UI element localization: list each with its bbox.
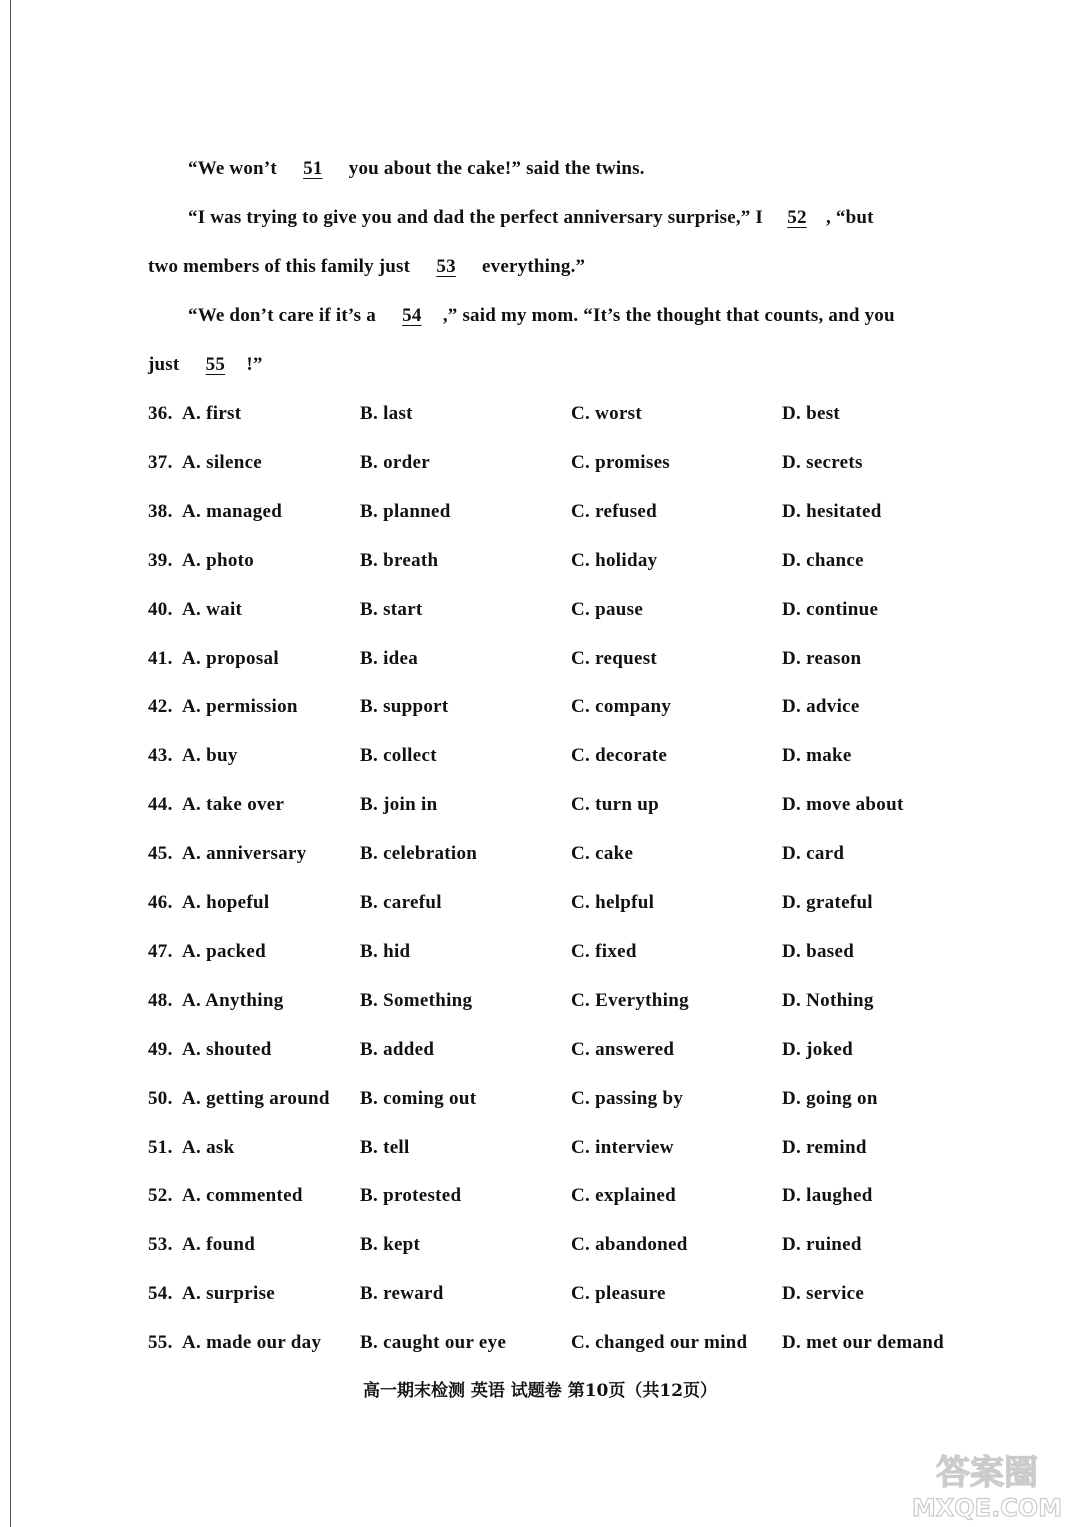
blank-51: 51 [303, 158, 323, 179]
option-d: D. card [782, 843, 845, 864]
option-c: C. passing by [571, 1088, 684, 1109]
option-d: D. joked [782, 1039, 854, 1060]
option-a: A. ask [182, 1137, 235, 1158]
option-d: D. going on [782, 1088, 878, 1109]
watermark-top-text: 答案圈 [936, 1453, 1038, 1493]
passage-text: “We won’t [188, 158, 282, 179]
option-a: A. permission [182, 696, 298, 717]
option-b: B. tell [360, 1137, 410, 1158]
option-d: D. service [782, 1283, 865, 1304]
option-b: B. caught our eye [360, 1332, 507, 1353]
option-c: C. turn up [571, 794, 659, 815]
option-a: A. found [182, 1234, 256, 1255]
option-c: C. request [571, 648, 658, 669]
option-c: C. helpful [571, 892, 655, 913]
option-a: A. anniversary [182, 843, 307, 864]
option-b: B. added [360, 1039, 435, 1060]
option-b: B. breath [360, 550, 439, 571]
question-number: 52. [148, 1185, 173, 1206]
passage-text: ,” said my mom. “It’s the thought that counts, and you [442, 305, 895, 326]
option-c: C. promises [571, 452, 671, 473]
question-number: 40. [148, 599, 173, 620]
option-a: A. packed [182, 941, 266, 962]
option-c: C. answered [571, 1039, 675, 1060]
option-d: D. met our demand [782, 1332, 945, 1353]
watermark-bottom-text: MXQE.COM [911, 1494, 1063, 1522]
option-c: C. fixed [571, 941, 637, 962]
option-b: B. celebration [360, 843, 478, 864]
option-d: D. chance [782, 550, 864, 571]
watermark-logo [905, 1448, 1070, 1522]
question-number: 43. [148, 745, 173, 766]
option-d: D. hesitated [782, 501, 882, 522]
option-c: C. interview [571, 1137, 674, 1158]
passage-text: two members of this family just [148, 256, 416, 277]
option-a: A. surprise [182, 1283, 276, 1304]
option-a: A. made our day [182, 1332, 322, 1353]
option-a: A. hopeful [182, 892, 270, 913]
passage-text: !” [246, 354, 263, 375]
passage-text: just [148, 354, 185, 375]
option-d: D. secrets [782, 452, 863, 473]
option-a: A. silence [182, 452, 263, 473]
option-a: A. proposal [182, 648, 279, 669]
question-number: 39. [148, 550, 173, 571]
option-d: D. make [782, 745, 852, 766]
blank-52: 52 [787, 207, 807, 228]
option-a: A. commented [182, 1185, 303, 1206]
option-d: D. best [782, 403, 841, 424]
passage-line-1 [188, 158, 645, 180]
question-number: 37. [148, 452, 173, 473]
passage-line-5 [148, 354, 263, 376]
option-b: B. coming out [360, 1088, 477, 1109]
option-b: B. protested [360, 1185, 462, 1206]
option-d: D. advice [782, 696, 860, 717]
option-b: B. last [360, 403, 413, 424]
question-number: 41. [148, 648, 173, 669]
option-b: B. order [360, 452, 430, 473]
question-number: 50. [148, 1088, 173, 1109]
option-d: D. reason [782, 648, 862, 669]
option-d: D. grateful [782, 892, 873, 913]
option-a: A. Anything [182, 990, 284, 1011]
option-b: B. Something [360, 990, 473, 1011]
option-d: D. based [782, 941, 855, 962]
option-b: B. planned [360, 501, 451, 522]
option-a: A. buy [182, 745, 238, 766]
option-c: C. changed our mind [571, 1332, 748, 1353]
passage-line-3 [148, 256, 585, 278]
option-d: D. remind [782, 1137, 867, 1158]
option-c: C. refused [571, 501, 658, 522]
passage-line-2 [188, 207, 874, 229]
option-b: B. start [360, 599, 423, 620]
page-margin-line [10, 0, 11, 1527]
question-number: 55. [148, 1332, 173, 1353]
page-footer: 高一期末检测 英语 试题卷 第10页（共12页） [362, 1381, 718, 1401]
question-number: 49. [148, 1039, 173, 1060]
question-number: 38. [148, 501, 173, 522]
option-a: A. getting around [182, 1088, 330, 1109]
option-c: C. cake [571, 843, 634, 864]
passage-line-4 [188, 305, 895, 327]
passage-text: , “but [825, 207, 874, 228]
option-a: A. shouted [182, 1039, 272, 1060]
passage-text: “We don’t care if it’s a [188, 305, 381, 326]
option-b: B. careful [360, 892, 442, 913]
option-a: A. take over [182, 794, 285, 815]
option-b: B. kept [360, 1234, 421, 1255]
option-d: D. laughed [782, 1185, 873, 1206]
option-b: B. join in [360, 794, 438, 815]
option-c: C. worst [571, 403, 642, 424]
option-b: B. idea [360, 648, 419, 669]
option-b: B. collect [360, 745, 437, 766]
option-c: C. Everything [571, 990, 689, 1011]
option-c: C. explained [571, 1185, 676, 1206]
question-number: 44. [148, 794, 173, 815]
question-number: 53. [148, 1234, 173, 1255]
option-c: C. pause [571, 599, 644, 620]
option-c: C. abandoned [571, 1234, 688, 1255]
question-number: 42. [148, 696, 173, 717]
option-c: C. decorate [571, 745, 668, 766]
passage-text: “I was trying to give you and dad the perfect anniversary surprise,” I [188, 207, 768, 228]
question-number: 47. [148, 941, 173, 962]
blank-53: 53 [436, 256, 456, 277]
option-a: A. photo [182, 550, 255, 571]
option-d: D. ruined [782, 1234, 862, 1255]
option-d: D. Nothing [782, 990, 874, 1011]
option-b: B. reward [360, 1283, 444, 1304]
option-b: B. support [360, 696, 449, 717]
question-number: 54. [148, 1283, 173, 1304]
option-a: A. first [182, 403, 242, 424]
option-b: B. hid [360, 941, 411, 962]
question-number: 46. [148, 892, 173, 913]
question-number: 48. [148, 990, 173, 1011]
option-d: D. move about [782, 794, 904, 815]
option-c: C. company [571, 696, 672, 717]
question-number: 51. [148, 1137, 173, 1158]
blank-54: 54 [402, 305, 422, 326]
option-a: A. wait [182, 599, 243, 620]
question-number: 45. [148, 843, 173, 864]
option-c: C. holiday [571, 550, 658, 571]
option-a: A. managed [182, 501, 283, 522]
question-number: 36. [148, 403, 173, 424]
passage-text: you about the cake!” said the twins. [343, 158, 645, 179]
passage-text: everything.” [477, 256, 586, 277]
blank-55: 55 [205, 354, 226, 375]
option-c: C. pleasure [571, 1283, 666, 1304]
option-d: D. continue [782, 599, 879, 620]
